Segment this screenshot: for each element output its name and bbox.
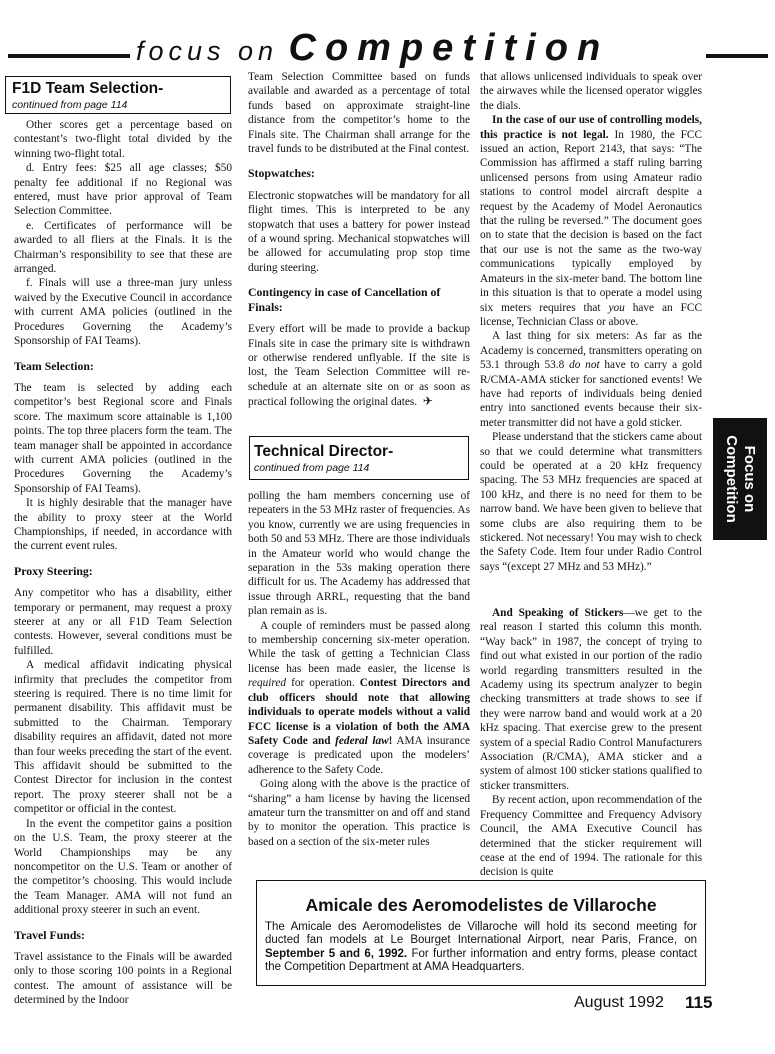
emphasis: you	[608, 301, 625, 314]
bold-lead-in: And Speaking of Stickers	[492, 607, 624, 619]
amicale-body	[265, 921, 697, 975]
paragraph: A medical affidavit indicating physical infirmity that precludes the competitor from steering is required. There is no time limit for permanent disability. This affidavit must be submitted to the Chairman. Temporary disability requires an affidavit, dated not more than four weeks preceding the start of the event. This affidavit should be submitted to the Contest Director for inclusion in the contest report. The proxy steerer shall not be a competitor or official in the contest.	[14, 659, 232, 816]
subheading-team-selection: Team Selection:	[14, 358, 94, 373]
side-tab-line-1: Focus on	[741, 445, 758, 513]
paragraph: that allows unlicensed individuals to speak over the airwaves while the licensed operator wiggles the dials.	[480, 71, 702, 112]
paragraph	[248, 322, 470, 409]
paragraph: Going along with the above is the practice of “sharing” a ham license by having the licensed amateur turn the transmitter on and off and stand by to monitor the operation. This practice is based on a section of the six-meter rules	[248, 778, 470, 848]
paragraph: polling the ham members concerning use of repeaters in the 53 MHz raster of frequencies. As you know, currently we are using frequencies in both 50 and 53 MHz. There are those individuals in the Amateur world who would change the separation in the 53s making operation there difficult for us. The Academy has addressed that issue through ARRL, requesting that the band plan remain as is.	[248, 490, 470, 618]
column-3-top	[480, 70, 702, 574]
f1d-title: F1D Team Selection-	[12, 80, 164, 97]
paragraph-text: have an FCC license, Technician Class or above.	[480, 301, 703, 328]
paragraph: Any competitor who has a disability, either temporary or permanent, may request a proxy steerer at any or all F1D Team Selection contests. However, several conditions must be fulfilled.	[14, 587, 232, 657]
subheading-proxy-steering: Proxy Steering:	[14, 563, 93, 578]
td-title: Technical Director-	[254, 443, 394, 460]
bold-statement: In the case of our use of controlling models, this practice is not legal.	[480, 114, 702, 141]
amicale-title: Amicale des Aeromodelistes de Villaroche	[305, 895, 657, 915]
paragraph: The team is selected by adding each competitor’s best Regional score and Finals score. The maximum score attainable is 1,100 points. The top three placers form the team. The team manager shall be appointed in accordance with current AMA policies (outlined in the Procedures Governing the Academy’s Sponsorship of FAI Teams).	[14, 381, 232, 495]
bold-warning: Contest Directors and club officers should note that allowing individuals to operate models without a valid FCC license is a violation of both the AMA Safety Code and	[248, 677, 470, 747]
emphasis: do not	[569, 359, 600, 372]
page-number: 115	[685, 993, 713, 1012]
column-3-bottom	[480, 606, 702, 880]
paragraph-text: have to carry a gold R/CMA-AMA sticker for sanctioned events! We have had reports of individuals being denied entry into sanctioned events because their six-meter transmitter did not have a gold sticker.	[480, 359, 702, 429]
airplane-end-icon: ✈	[422, 394, 433, 409]
amicale-text: For further information and entry forms, please contact the Competition Department at AMA Headquarters.	[265, 947, 697, 974]
paragraph: d. Entry fees: $25 all age classes; $50 penalty fee additional if no Regional was entered, must have prior approval of Team Selection Committee.	[14, 162, 232, 218]
paragraph: e. Certificates of performance will be awarded to all fliers at the Finals. It is the Chairman’s responsibility to see that these are arranged.	[14, 219, 232, 276]
paragraph: f. Finals will use a three-man jury unless waived by the Executive Council in accordance with current AMA policies (outlined in the Procedures Governing the Academy’s Sponsorship of FAI Teams).	[14, 277, 232, 348]
paragraph: By recent action, upon recommendation of the Frequency Committee and Frequency Advisory Council, the AMA Executive Council has determined that the sticker requirement will cease at the end of 1994. The rationale for this decision is quite	[480, 794, 702, 879]
amicale-dates: September 5 and 6, 1992.	[265, 947, 408, 960]
paragraph: Team Selection Committee based on funds available and awarded as a percentage of total funds based on approximate straight-line distance from the competitor’s home to the Finals site. The Chairman shall arrange for the travel funds to be distributed at the Final contest.	[248, 71, 470, 156]
subheading-travel-funds: Travel Funds:	[14, 927, 85, 942]
side-tab-label	[722, 435, 758, 523]
section-header	[136, 26, 609, 70]
paragraph-text: Every effort will be made to provide a backup Finals site in case the primary site is withdrawn or otherwise rendered unflyable. If the site is lost, the Team Selection Committee will re-schedule at an alternate site on or as soon as practical following the original dates.	[248, 323, 470, 409]
emphasis: required	[248, 677, 287, 690]
paragraph	[480, 606, 702, 793]
column-1	[14, 118, 232, 1008]
paragraph	[480, 113, 702, 329]
f1d-title-box	[5, 76, 231, 114]
column-2-top	[248, 70, 470, 410]
section-side-tab	[713, 418, 767, 540]
paragraph: Electronic stopwatches will be mandatory for all flight times. This is interpreted to be any stopwatch that uses a battery for power instead of a wound spring. Mechanical stopwatches will be allowed for accumulating prop stop time during steering.	[248, 189, 470, 274]
amicale-text: The Amicale des Aeromodelistes de Villaroche will hold its second meeting for ducted fan models at Le Bourget International Airport, near Paris, France, on	[265, 921, 697, 947]
paragraph	[248, 619, 470, 777]
header-competition-text: Competition	[288, 27, 610, 69]
paragraph-text: —we get to the real reason I started this column this month. “Way back” in 1987, the concept of trying to find out what existed in our portion of the radio world regarding transmitters resulted in the Academy using its spectrum analyzer to begin checking transmitters at trade shows to see if they were narrow band and would work at a 20 kHz spacing. That exercise grew to the present system of a special Radio Control Manufacturers Association (R/CMA), AMA sticker and a system of almost 100 sticker stations qualified to sticker transmitters.	[480, 607, 702, 792]
footer-date: August 1992	[574, 994, 664, 1011]
paragraph-text: AMA insurance coverage is predicated upon the modelers’ adherence to the Safety Code.	[248, 734, 470, 776]
paragraph: It is highly desirable that the manager have the ability to proxy steer at the World Championships, if needed, in accordance with the current event rules.	[14, 497, 232, 553]
subheading-stopwatches: Stopwatches:	[248, 166, 315, 181]
paragraph: In the event the competitor gains a position on the U.S. Team, the proxy steerer at the World Championships may be any noncompetitor on the U.S. Team or another of the competitor’s choosing. This would include the Team Manager. AMA will not fund an additional proxy steerer in such an event.	[14, 817, 232, 917]
paragraph	[480, 329, 702, 430]
header-rule-left	[8, 54, 130, 58]
paragraph-text: In 1980, the FCC issued an action, Report 2143, that says: “The Commission has affirmed a staff ruling barring unlicensed persons from using Amateur radio stations to control model aircraft despite a request by the Academy of Model Aeronautics that the ruling be reversed.” The document goes on to state that the decision is based on the fact that our use is not the same as the two-way communications typically employed by Amateurs in the six-meter band. The bottom line in this situation is that to operate a model using six meters requires that	[480, 128, 703, 314]
paragraph: Other scores get a percentage based on contestant’s two-flight total divided by the winning two-flight total.	[14, 119, 232, 160]
paragraph-text: for operation.	[291, 677, 355, 690]
paragraph-text: A couple of reminders must be passed along to membership concerning six-meter operation. While the task of getting a Technician Class license has been made easier, the license is	[248, 619, 470, 675]
paragraph-text: A last thing for six meters: As far as the Academy is concerned, transmitters operating on 53.1 through 53.8	[480, 330, 702, 372]
td-continued: continued from page 114	[254, 462, 370, 474]
td-title-box	[249, 436, 469, 480]
column-2-bottom	[248, 489, 470, 849]
header-rule-right	[706, 54, 768, 58]
paragraph: Please understand that the stickers came about so that we could determine what transmitters could be operated at a 20 kHz frequency spacing. The 53 MHz frequencies are spaced at 100 kHz, and there is no need for them to be narrow band. We have been given to believe that some clubs are also requiring them to be stickered. Not necessary! You may wish to check the Safety Code. Item four under Radio Control says “(except 27 MHz and 53 MHz).”	[480, 431, 702, 573]
subheading-contingency: Contingency in case of Cancellation of Finals:	[248, 285, 441, 314]
f1d-continued: continued from page 114	[12, 99, 128, 111]
bold-emphasis: federal law	[335, 734, 389, 747]
side-tab-line-2: Competition	[723, 435, 740, 523]
header-focus-text: focus on	[136, 36, 279, 66]
exclamation: !	[388, 734, 393, 747]
amicale-announcement-box	[256, 880, 706, 986]
paragraph: Travel assistance to the Finals will be awarded only to those scoring 100 points in a Regional contest. The amount of assistance will be determined by the Indoor	[14, 950, 232, 1007]
